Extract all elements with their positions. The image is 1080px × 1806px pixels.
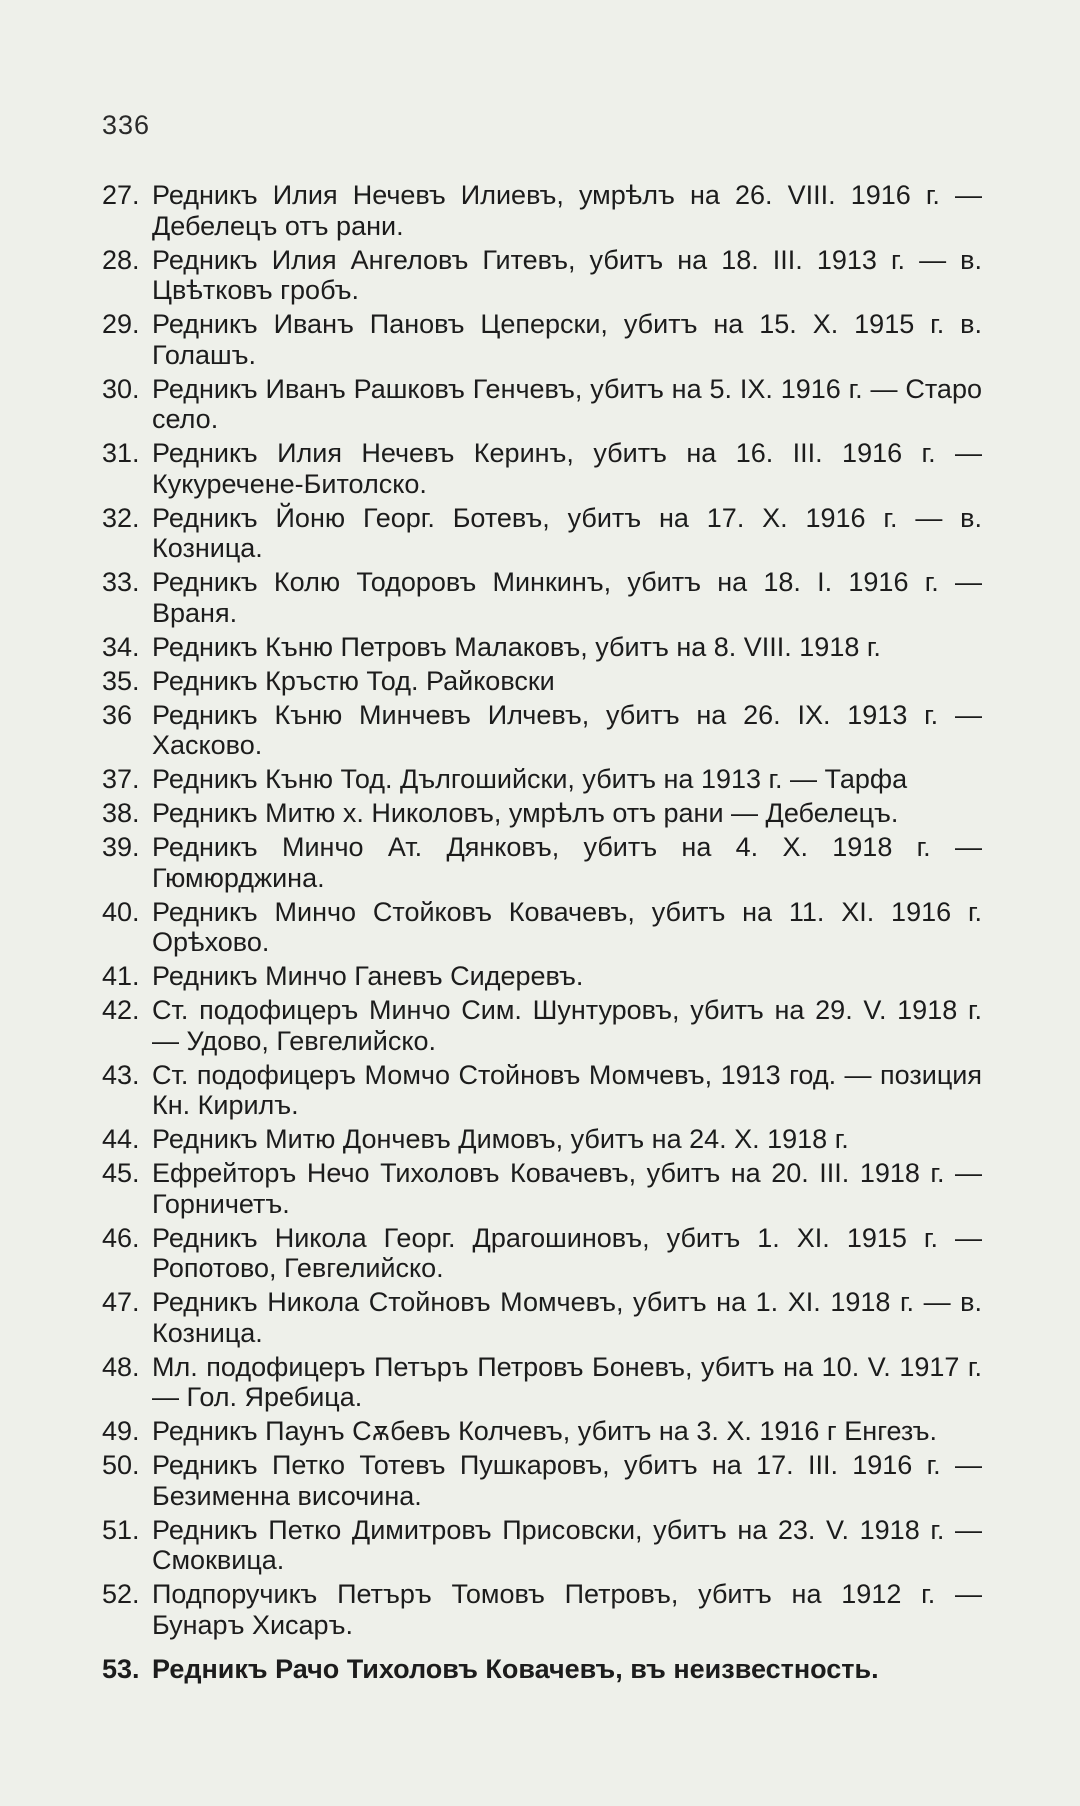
entry-number: 48.: [102, 1351, 140, 1382]
entry-number: 29.: [102, 309, 140, 339]
entry-text: Редникъ Иванъ Пановъ Цеперски, убитъ на 15. X. 1915 г. в. Голашъ.: [152, 309, 982, 370]
list-item: [102, 832, 982, 893]
entry-text: Ст. подофицеръ Момчо Стойновъ Момчевъ, 1913 год. — позиция Кн. Кирилъ.: [152, 1059, 982, 1120]
entry-number: 43.: [102, 1059, 140, 1090]
entry-number: 47.: [102, 1287, 140, 1317]
entry-text: Редникъ Никола Георг. Драгошиновъ, убитъ 1. XI. 1915 г. — Ропотово, Гевгелийско.: [152, 1222, 982, 1283]
list-item: [102, 1352, 982, 1413]
entry-number: 28.: [102, 244, 140, 275]
entry-number: 50.: [102, 1450, 140, 1480]
entry-text: Ст. подофицеръ Минчо Сим. Шунтуровъ, убитъ на 29. V. 1918 г. — Удово, Гевгелийско.: [152, 995, 982, 1056]
entry-number: 37.: [102, 764, 140, 794]
casualty-list: [102, 180, 982, 1688]
entry-text: Редникъ Кръстю Тод. Райковски: [152, 665, 555, 696]
entry-number: 40.: [102, 896, 140, 927]
entry-text: Редникъ Къню Минчевъ Илчевъ, убитъ на 26. IX. 1913 г. — Хасково.: [152, 699, 982, 760]
entry-text: Редникъ Минчо Стойковъ Ковачевъ, убитъ на 11. XI. 1916 г. Орѣхово.: [152, 896, 982, 957]
list-item: [102, 897, 982, 958]
list-item: [102, 1450, 982, 1511]
entry-number: 32.: [102, 502, 140, 533]
entry-text: Редникъ Илия Нечевъ Илиевъ, умрѣлъ на 26. VIII. 1916 г. — Дебелецъ отъ рани.: [152, 180, 982, 241]
entry-number: 53.: [102, 1654, 140, 1684]
list-item: [102, 700, 982, 761]
entry-number: 30.: [102, 373, 140, 404]
list-item: [102, 1416, 982, 1447]
entry-text: Редникъ Никола Стойновъ Момчевъ, убитъ на 1. XI. 1918 г. — в. Козница.: [152, 1287, 982, 1348]
list-item: [102, 666, 982, 697]
list-item: [102, 1060, 982, 1121]
entry-number: 52.: [102, 1579, 140, 1609]
entry-number: 41.: [102, 961, 140, 991]
list-item: [102, 1158, 982, 1219]
entry-text: Редникъ Колю Тодоровъ Минкинъ, убитъ на 18. I. 1916 г. — Враня.: [152, 567, 982, 628]
entry-number: 36: [102, 699, 133, 730]
list-item: [102, 180, 982, 241]
page-number: 336: [102, 110, 151, 140]
entry-number: 34.: [102, 631, 140, 662]
entry-number: 42.: [102, 995, 140, 1025]
entry-number: 44.: [102, 1124, 140, 1154]
list-item: [102, 374, 982, 435]
list-item: [102, 1579, 982, 1640]
entry-number: 46.: [102, 1222, 140, 1253]
entry-text: Редникъ Минчо Ганевъ Сидеревъ.: [152, 961, 584, 991]
entry-number: 49.: [102, 1416, 140, 1446]
list-item: [102, 503, 982, 564]
entry-text: Подпоручикъ Петъръ Томовъ Петровъ, убитъ на 1912 г. — Бунаръ Хисаръ.: [152, 1579, 982, 1640]
list-item: [102, 245, 982, 306]
list-item: [102, 438, 982, 499]
list-item: [102, 798, 982, 829]
entry-number: 51.: [102, 1514, 140, 1545]
entry-text: Редникъ Минчо Ат. Дянковъ, убитъ на 4. X. 1918 г. — Гюмюрджина.: [152, 832, 982, 893]
list-item: [102, 1654, 982, 1685]
entry-number: 27.: [102, 180, 140, 210]
list-item: [102, 567, 982, 628]
list-item: [102, 1124, 982, 1155]
entry-text: Редникъ Къню Петровъ Малаковъ, убитъ на 8. VIII. 1918 г.: [152, 631, 881, 662]
list-item: [102, 1223, 982, 1284]
entry-number: 45.: [102, 1158, 140, 1188]
list-item: [102, 632, 982, 663]
entry-text: Редникъ Петко Димитровъ Присовски, убитъ на 23. V. 1918 г. — Смоквица.: [152, 1514, 982, 1575]
list-item: [102, 995, 982, 1056]
list-item: [102, 1515, 982, 1576]
entry-text: Ефрейторъ Нечо Тихоловъ Ковачевъ, убитъ на 20. III. 1918 г. — Горничетъ.: [152, 1158, 982, 1219]
list-item: [102, 1287, 982, 1348]
entry-text: Редникъ Паунъ Сѫбевъ Колчевъ, убитъ на 3. X. 1916 г Енгезъ.: [152, 1416, 938, 1446]
entry-number: 39.: [102, 832, 140, 862]
entry-text: Редникъ Митю х. Николовъ, умрѣлъ отъ рани — Дебелецъ.: [152, 798, 899, 828]
entry-number: 38.: [102, 798, 140, 828]
entry-text: Редникъ Къню Тод. Дългошийски, убитъ на 1913 г. — Тарфа: [152, 764, 908, 794]
list-item: [102, 309, 982, 370]
list-item: [102, 764, 982, 795]
entry-text: Редникъ Рачо Тихоловъ Ковачевъ, въ неизвестность.: [152, 1654, 879, 1684]
list-item: [102, 961, 982, 992]
entry-text: Редникъ Митю Дончевъ Димовъ, убитъ на 24. X. 1918 г.: [152, 1124, 849, 1154]
entry-text: Мл. подофицеръ Петъръ Петровъ Боневъ, убитъ на 10. V. 1917 г. — Гол. Яребица.: [152, 1351, 982, 1412]
entry-text: Редникъ Илия Ангеловъ Гитевъ, убитъ на 18. III. 1913 г. — в. Цвѣтковъ гробъ.: [152, 244, 982, 305]
entry-number: 33.: [102, 567, 140, 597]
entry-number: 35.: [102, 665, 140, 696]
entry-number: 31.: [102, 438, 140, 468]
entry-text: Редникъ Илия Нечевъ Керинъ, убитъ на 16. III. 1916 г. — Кукуречене-Битолско.: [152, 438, 982, 499]
entry-text: Редникъ Петко Тотевъ Пушкаровъ, убитъ на 17. III. 1916 г. — Безименна височина.: [152, 1450, 982, 1511]
entry-text: Редникъ Иванъ Рашковъ Генчевъ, убитъ на 5. IX. 1916 г. — Старо село.: [152, 373, 982, 434]
entry-text: Редникъ Йоню Георг. Ботевъ, убитъ на 17. X. 1916 г. — в. Козница.: [152, 502, 982, 563]
